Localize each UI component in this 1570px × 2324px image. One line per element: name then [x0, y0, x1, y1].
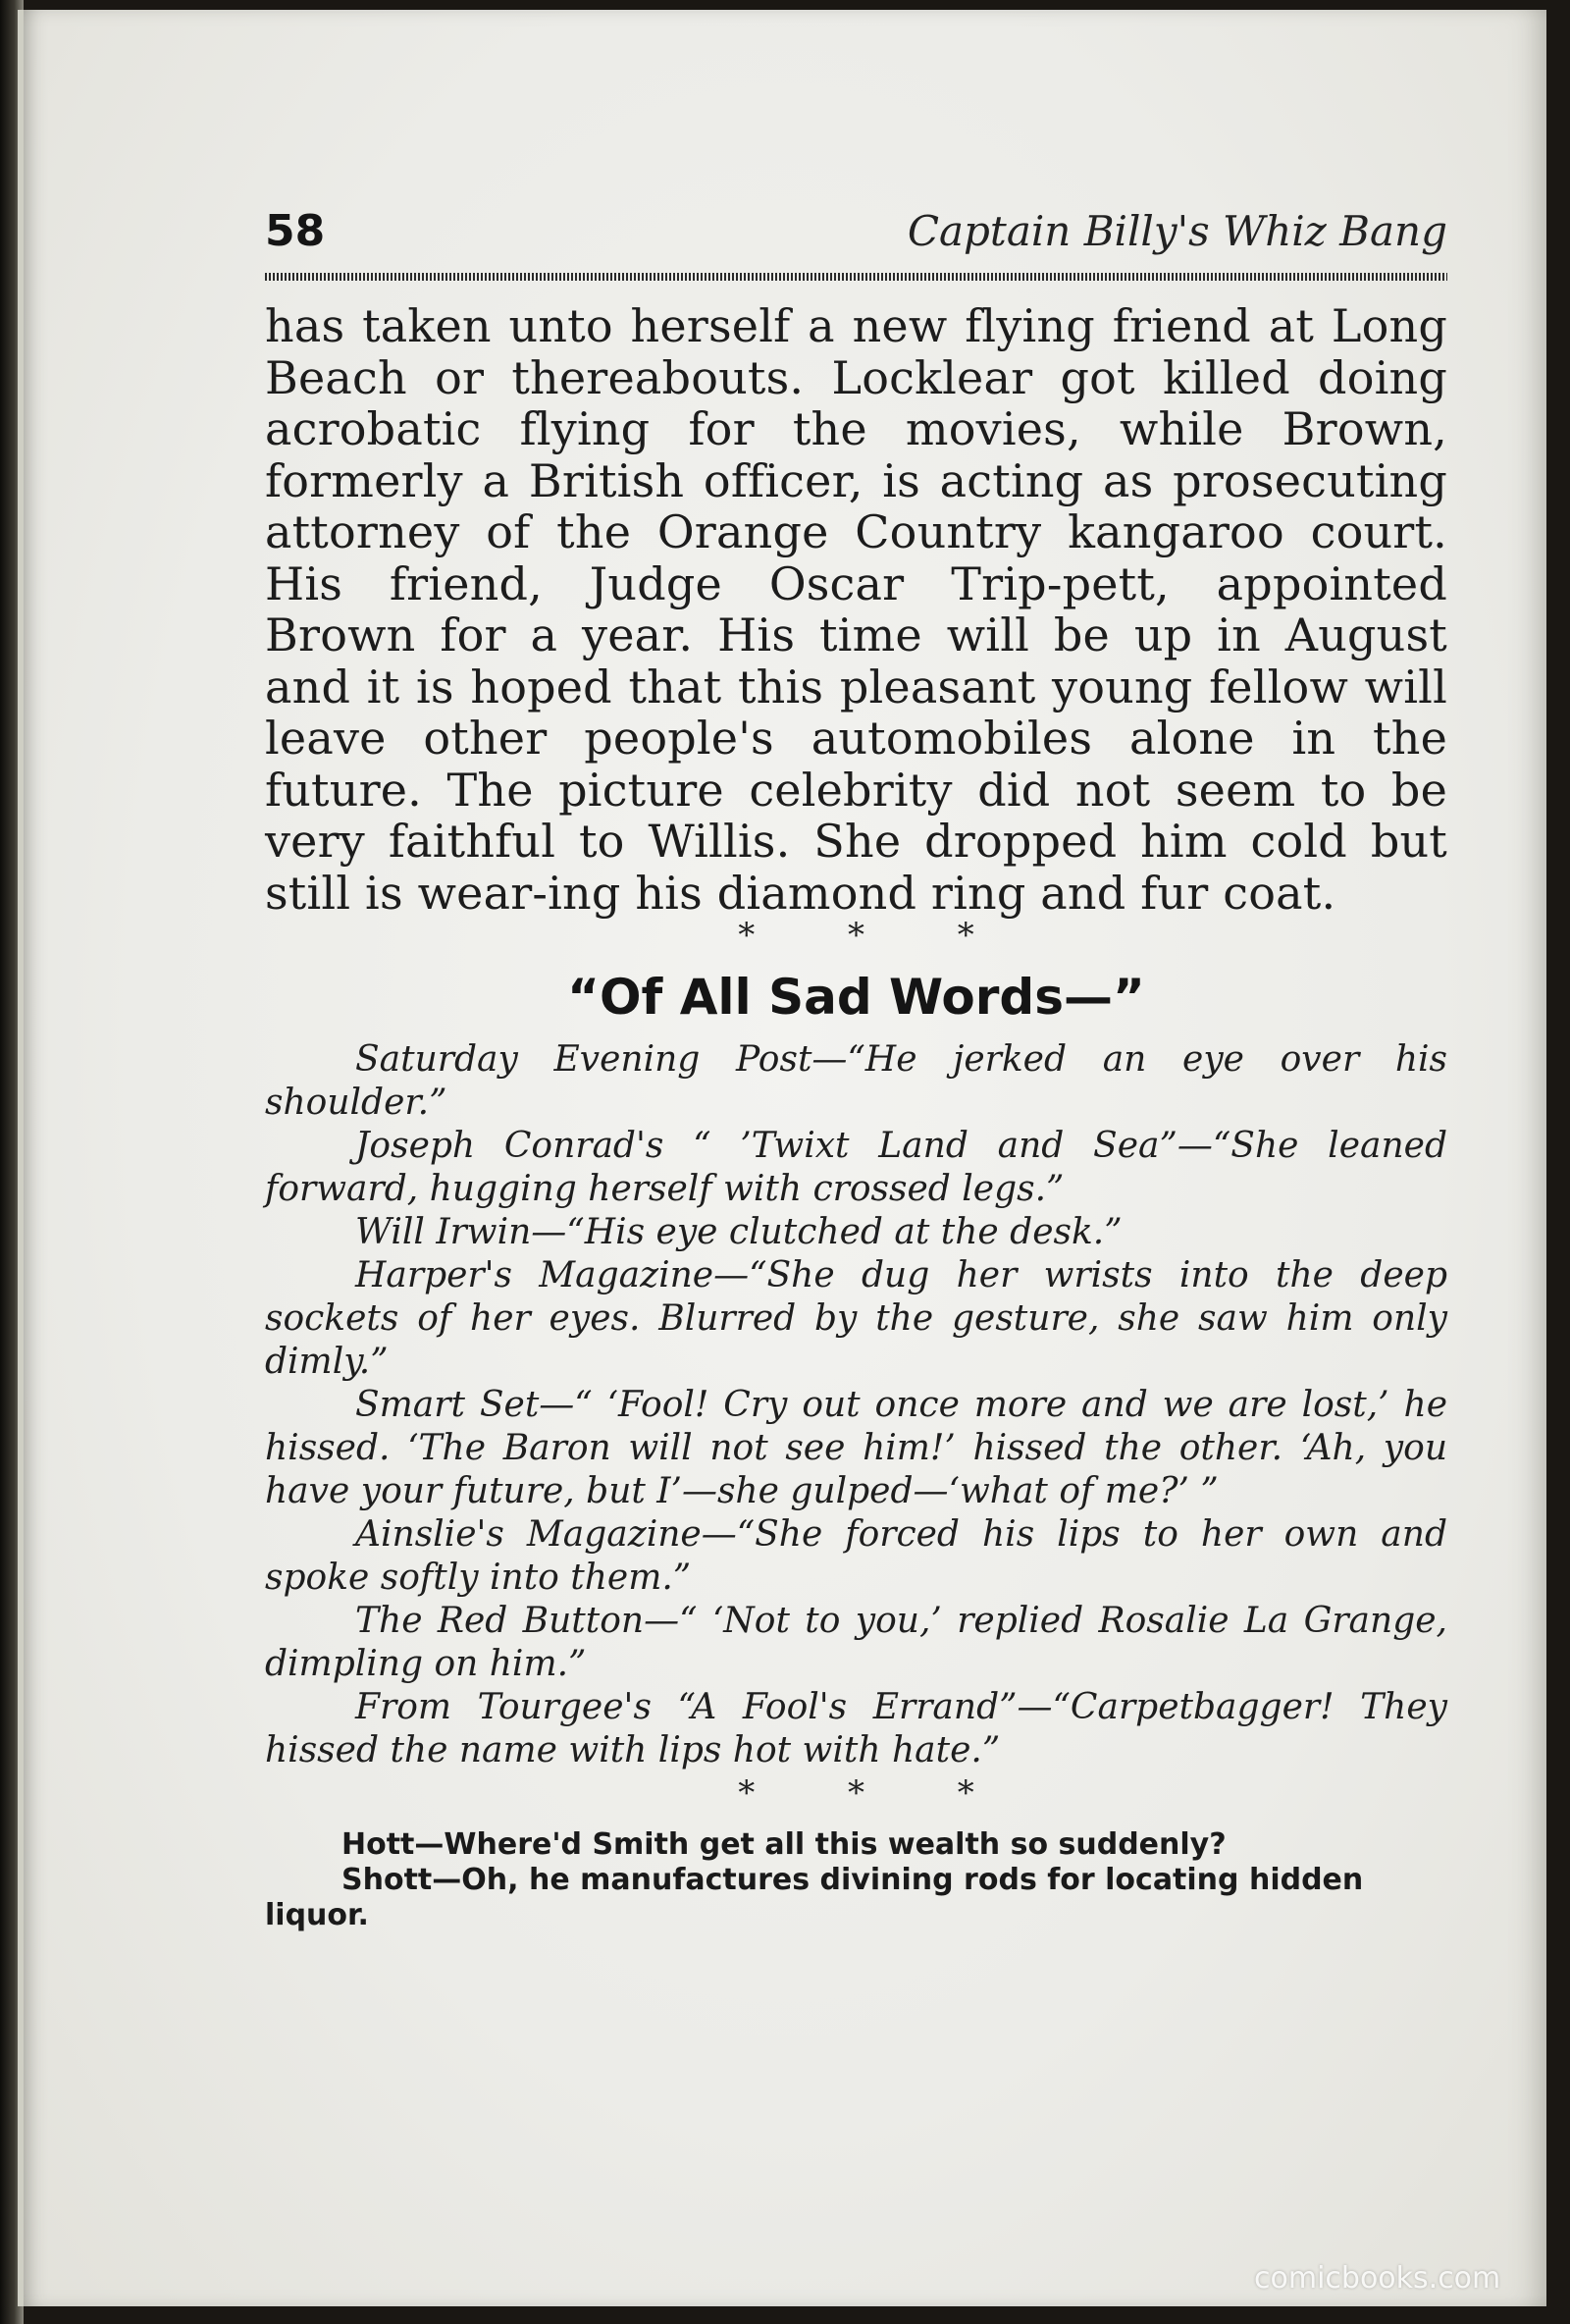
- quote-item: The Red Button—“ ‘Not to you,’ replied Rosalie La Grange, dimpling on him.”: [265, 1601, 1447, 1684]
- quote-item: Harper's Magazine—“She dug her wrists into the deep sockets of her eyes. Blurred by the gesture, she saw him only dimly.”: [265, 1255, 1447, 1382]
- page-header: [265, 206, 1447, 267]
- quote-item: Ainslie's Magazine—“She forced his lips to her own and spoke softly into them.”: [265, 1514, 1447, 1598]
- joke-line: Hott—Where'd Smith get all this wealth so suddenly?: [341, 1827, 1227, 1862]
- joke-separator: * * *: [738, 1773, 1016, 1813]
- quote-item: Will Irwin—“His eye clutched at the desk.”: [355, 1212, 1123, 1252]
- quote-list: [265, 1038, 1447, 1772]
- quote-item: From Tourgee's “A Fool's Errand”—“Carpetbagger! They hissed the name with lips hot with hate.”: [265, 1687, 1447, 1770]
- page-content: [265, 206, 1447, 1933]
- watermark: comicbooks.com: [1254, 2261, 1501, 2296]
- quote-item: Smart Set—“ ‘Fool! Cry out once more and we are lost,’ he hissed. ‘The Baron will not see him!’ hissed the other. ‘Ah, you have your future, but I’—she gulped—‘what of me?’ ”: [265, 1385, 1447, 1511]
- quote-item: Joseph Conrad's “ ’Twixt Land and Sea”—“She leaned forward, hugging herself with crossed legs.”: [265, 1126, 1447, 1209]
- article-paragraph: has taken unto herself a new flying friend at Long Beach or thereabouts. Locklear got killed doing acrobatic flying for the movies, while Brown, formerly a British officer, is acting as prosecuting attorney of the Orange Country kangaroo court. His friend, Judge Oscar Trip-pett, appointed Brown for a year. His time will be up in August and it is hoped that this pleasant young fellow will leave other people's automobiles alone in the future. The picture celebrity did not seem to be very faithful to Willis. She dropped him cold but still is wear-ing his diamond ring and fur coat.: [265, 299, 1447, 920]
- quote-item: Saturday Evening Post—“He jerked an eye over his shoulder.”: [265, 1039, 1447, 1123]
- joke-line: Shott—Oh, he manufactures divining rods for locating hidden liquor.: [265, 1863, 1364, 1932]
- section-title: “Of All Sad Words—”: [567, 969, 1145, 1026]
- page-number: 58: [265, 206, 326, 256]
- joke: [265, 1827, 1447, 1933]
- running-head: Captain Billy's Whiz Bang: [907, 207, 1447, 255]
- header-rule: [265, 273, 1447, 281]
- section-separator: * * *: [738, 916, 1016, 955]
